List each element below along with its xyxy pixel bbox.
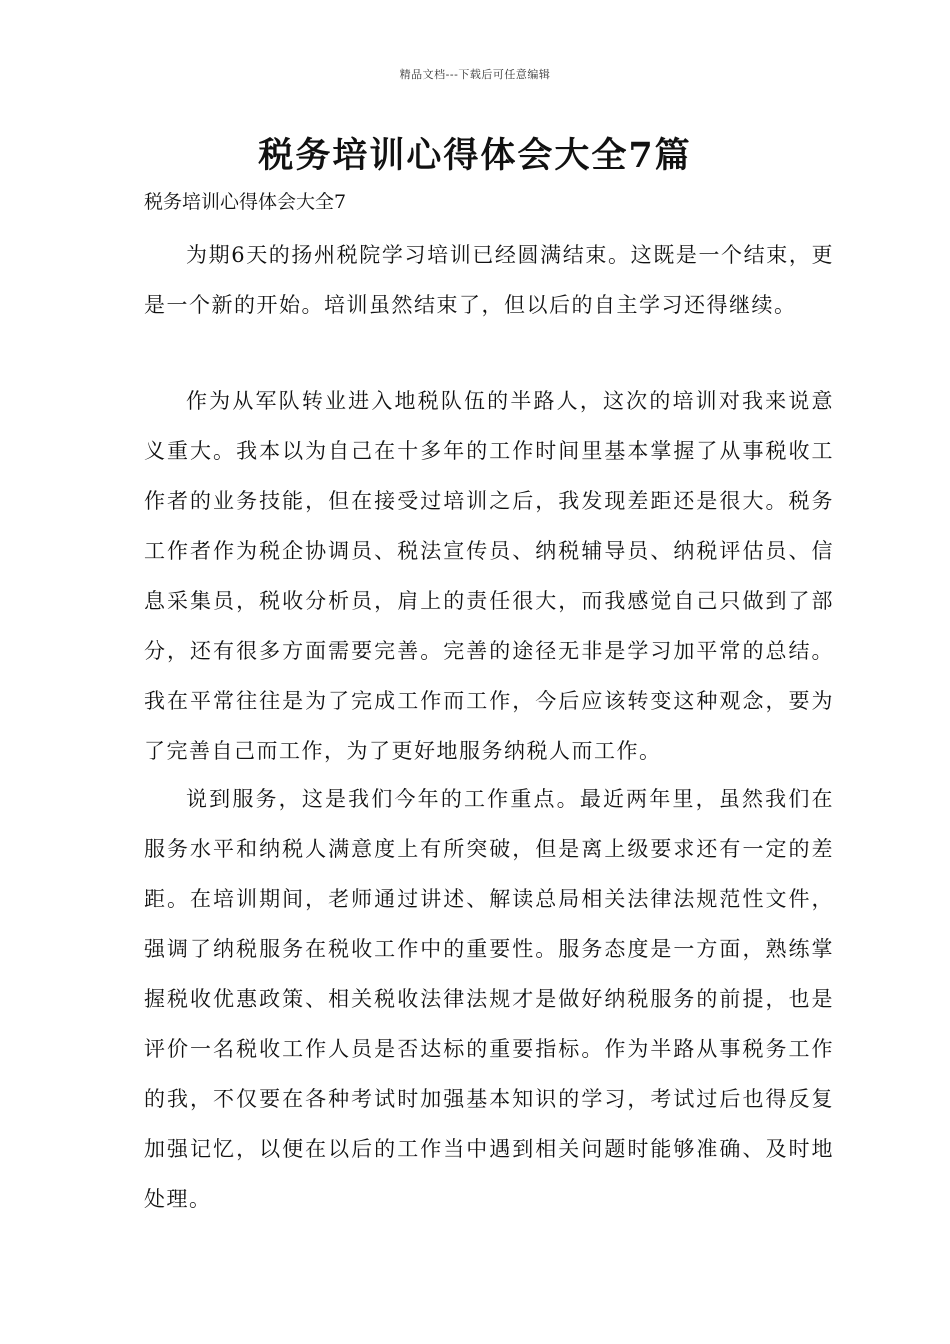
page-header-note: 精品文档---下载后可任意编辑 [399, 68, 551, 81]
document-title: 税务培训心得体会大全7篇 [258, 135, 692, 176]
body-section-1 [144, 230, 834, 330]
body-section-3 [144, 774, 834, 1224]
paragraph-2: 作为从军队转业进入地税队伍的半路人，这次的培训对我来说意义重大。我本以为自己在十多年的工作时间里基本掌握了从事税收工作者的业务技能，但在接受过培训之后，我发现差距还是很大。税务工作者作为税企协调员、税法宣传员、纳税辅导员、纳税评估员、信息采集员，税收分析员，肩上的责任很大，而我感觉自己只做到了部分，还有很多方面需要完善。完善的途径无非是学习加平常的总结。我在平常往往是为了完成工作而工作，今后应该转变这种观念，要为了完善自己而工作，为了更好地服务纳税人而工作。 [144, 389, 834, 763]
paragraph-3: 说到服务，这是我们今年的工作重点。最近两年里，虽然我们在服务水平和纳税人满意度上有所突破，但是离上级要求还有一定的差距。在培训期间，老师通过讲述、解读总局相关法律法规范性文件，强调了纳税服务在税收工作中的重要性。服务态度是一方面，熟练掌握税收优惠政策、相关税收法律法规才是做好纳税服务的前提，也是评价一名税收工作人员是否达标的重要指标。作为半路从事税务工作的我，不仅要在各种考试时加强基本知识的学习，考试过后也得反复加强记忆，以便在以后的工作当中遇到相关问题时能够准确、及时地处理。 [144, 787, 834, 1211]
document-subtitle: 税务培训心得体会大全7 [144, 191, 347, 213]
body-section-2 [144, 376, 834, 776]
paragraph-1: 为期6天的扬州税院学习培训已经圆满结束。这既是一个结束，更是一个新的开始。培训虽然结束了，但以后的自主学习还得继续。 [144, 243, 834, 317]
